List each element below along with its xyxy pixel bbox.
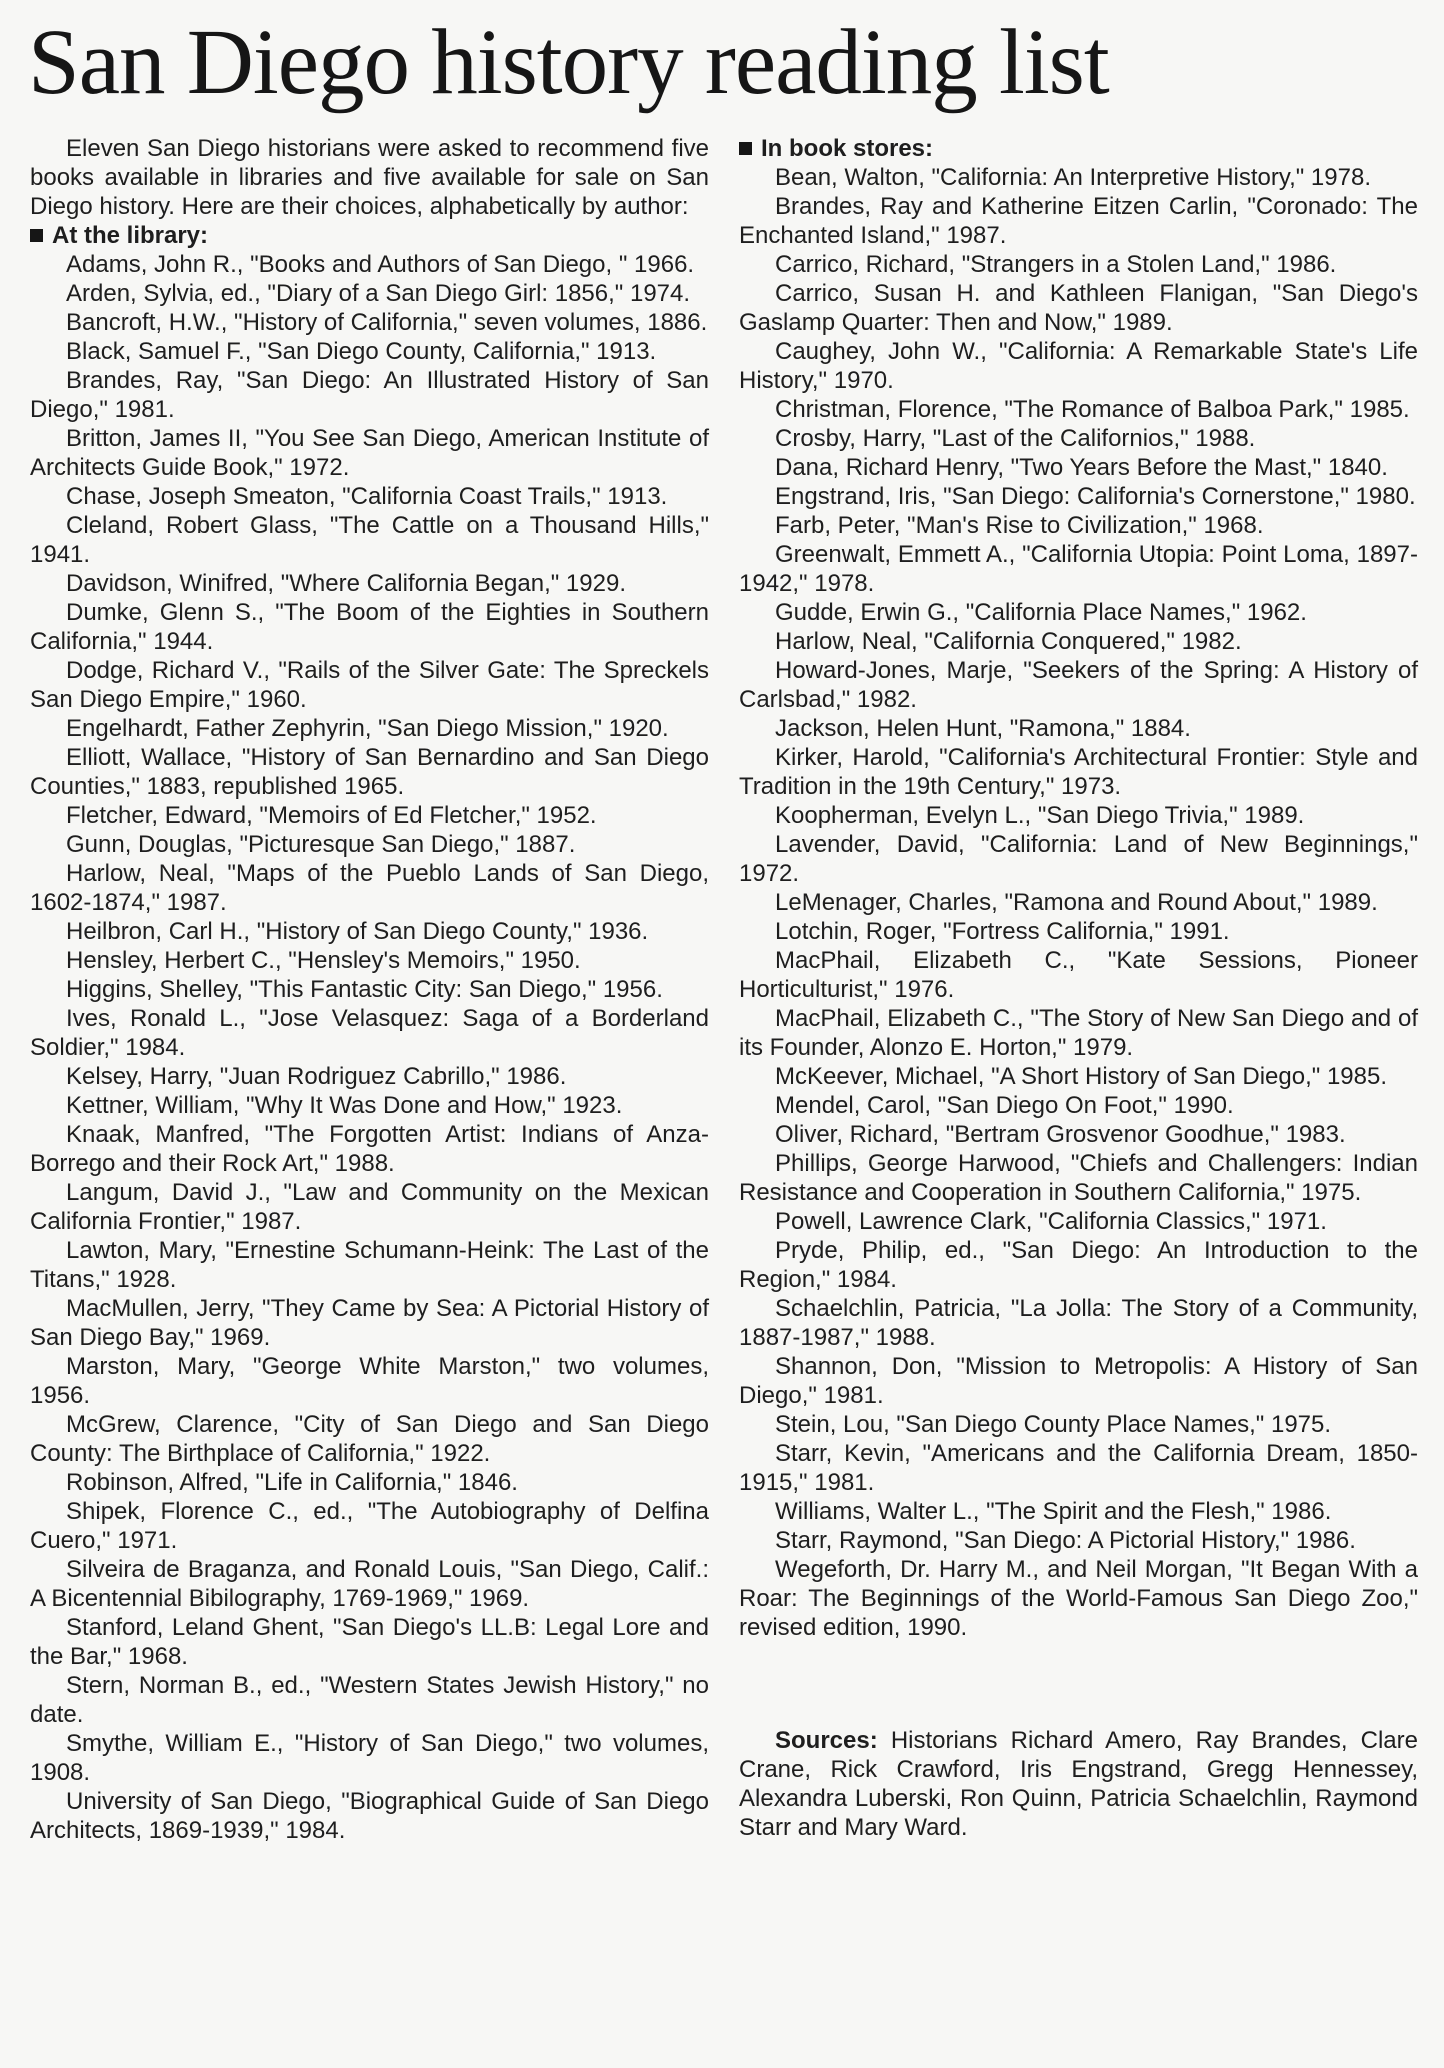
book-entry: Stanford, Leland Ghent, "San Diego's LL.B: Legal Lore and the Bar," 1968. [30, 1613, 709, 1670]
book-entry: Powell, Lawrence Clark, "California Classics," 1971. [775, 1207, 1327, 1235]
book-entry: Black, Samuel F., "San Diego County, California," 1913. [66, 337, 657, 365]
book-entry: Bean, Walton, "California: An Interpretive History," 1978. [775, 163, 1371, 191]
book-entry: Stern, Norman B., ed., "Western States Jewish History," no date. [30, 1671, 709, 1728]
intro-paragraph: Eleven San Diego historians were asked to recommend five books available in libraries and five available for sale on San Diego history. Here are their choices, alphabetically by author: [30, 134, 709, 220]
book-entry: Davidson, Winifred, "Where California Began," 1929. [66, 569, 626, 597]
book-entry: Engelhardt, Father Zephyrin, "San Diego Mission," 1920. [66, 714, 669, 742]
book-entry: Marston, Mary, "George White Marston," two volumes, 1956. [30, 1352, 709, 1409]
book-entry: McKeever, Michael, "A Short History of San Diego," 1985. [775, 1062, 1387, 1090]
book-entry: Brandes, Ray and Katherine Eitzen Carlin, "Coronado: The Enchanted Island," 1987. [739, 192, 1418, 249]
book-entry: Heilbron, Carl H., "History of San Diego County," 1936. [66, 917, 649, 945]
right-column [739, 134, 1418, 1845]
book-entry: Lotchin, Roger, "Fortress California," 1991. [775, 917, 1230, 945]
book-entry: Hensley, Herbert C., "Hensley's Memoirs," 1950. [66, 946, 581, 974]
book-entry: Phillips, George Harwood, "Chiefs and Challengers: Indian Resistance and Cooperation in Southern California," 1975. [739, 1149, 1418, 1206]
sources-label: Sources: [775, 1726, 878, 1754]
book-entry: Langum, David J., "Law and Community on the Mexican California Frontier," 1987. [30, 1178, 709, 1235]
sources-text: Historians Richard Amero, Ray Brandes, Clare Crane, Rick Crawford, Iris Engstrand, Gregg Hennessey, Alexandra Luberski, Ron Quinn, Patricia Schaelchlin, Raymond Starr and Mary Ward. [739, 1726, 1418, 1841]
book-entry: Pryde, Philip, ed., "San Diego: An Introduction to the Region," 1984. [739, 1236, 1418, 1293]
book-entry: Elliott, Wallace, "History of San Bernardino and San Diego Counties," 1883, republished 1965. [30, 743, 709, 800]
book-entry: Chase, Joseph Smeaton, "California Coast Trails," 1913. [66, 482, 668, 510]
book-entry: Christman, Florence, "The Romance of Balboa Park," 1985. [775, 395, 1410, 423]
book-entry: Higgins, Shelley, "This Fantastic City: San Diego," 1956. [66, 975, 663, 1003]
book-entry: Schaelchlin, Patricia, "La Jolla: The Story of a Community, 1887-1987," 1988. [739, 1294, 1418, 1351]
book-entry: Jackson, Helen Hunt, "Ramona," 1884. [775, 714, 1191, 742]
book-entry: Cleland, Robert Glass, "The Cattle on a Thousand Hills," 1941. [30, 511, 709, 568]
book-entry: Shipek, Florence C., ed., "The Autobiography of Delfina Cuero," 1971. [30, 1497, 709, 1554]
book-entry: MacPhail, Elizabeth C., "Kate Sessions, Pioneer Horticulturist," 1976. [739, 946, 1418, 1003]
book-entry: Knaak, Manfred, "The Forgotten Artist: Indians of Anza-Borrego and their Rock Art," 1988. [30, 1120, 709, 1177]
book-entry: Williams, Walter L., "The Spirit and the Flesh," 1986. [775, 1497, 1332, 1525]
book-entry: Gudde, Erwin G., "California Place Names," 1962. [775, 598, 1307, 626]
book-entry: Farb, Peter, "Man's Rise to Civilization," 1968. [775, 511, 1264, 539]
book-entry: Starr, Kevin, "Americans and the California Dream, 1850-1915," 1981. [739, 1439, 1418, 1496]
book-entry: Carrico, Susan H. and Kathleen Flanigan, "San Diego's Gaslamp Quarter: Then and Now," 1989. [739, 279, 1418, 336]
book-entry: LeMenager, Charles, "Ramona and Round About," 1989. [775, 888, 1378, 916]
book-entry: Lawton, Mary, "Ernestine Schumann-Heink: The Last of the Titans," 1928. [30, 1236, 709, 1293]
left-column [30, 134, 709, 1845]
book-entry: Smythe, William E., "History of San Diego," two volumes, 1908. [30, 1729, 709, 1786]
bookstores-heading-label: In book stores: [761, 134, 934, 162]
book-entry: Caughey, John W., "California: A Remarkable State's Life History," 1970. [739, 337, 1418, 394]
book-entry: Bancroft, H.W., "History of California," seven volumes, 1886. [66, 308, 708, 336]
book-entry: Mendel, Carol, "San Diego On Foot," 1990. [775, 1091, 1234, 1119]
sources-paragraph [739, 1726, 1418, 1842]
book-entry: Starr, Raymond, "San Diego: A Pictorial History," 1986. [775, 1526, 1356, 1554]
book-entry: Gunn, Douglas, "Picturesque San Diego," 1887. [66, 830, 576, 858]
book-entry: Britton, James II, "You See San Diego, American Institute of Architects Guide Book," 1972. [30, 424, 709, 481]
article-columns [0, 130, 1444, 1871]
book-entry: Kirker, Harold, "California's Architectural Frontier: Style and Tradition in the 19th Century," 1973. [739, 743, 1418, 800]
book-entry: Stein, Lou, "San Diego County Place Names," 1975. [775, 1410, 1332, 1438]
book-entry: Dodge, Richard V., "Rails of the Silver Gate: The Spreckels San Diego Empire," 1960. [30, 656, 709, 713]
book-entry: Oliver, Richard, "Bertram Grosvenor Goodhue," 1983. [775, 1120, 1346, 1148]
book-entry: Wegeforth, Dr. Harry M., and Neil Morgan, "It Began With a Roar: The Beginnings of the World-Famous San Diego Zoo," revised edition, 1990. [739, 1555, 1418, 1641]
book-entry: Howard-Jones, Marje, "Seekers of the Spring: A History of Carlsbad," 1982. [739, 656, 1418, 713]
book-entry: Silveira de Braganza, and Ronald Louis, "San Diego, Calif.: A Bicentennial Bibilography, 1769-1969," 1969. [30, 1555, 709, 1612]
book-entry: Brandes, Ray, "San Diego: An Illustrated History of San Diego," 1981. [30, 366, 709, 423]
book-entry: Lavender, David, "California: Land of New Beginnings," 1972. [739, 830, 1418, 887]
book-entry: McGrew, Clarence, "City of San Diego and San Diego County: The Birthplace of California," 1922. [30, 1410, 709, 1467]
book-entry: Fletcher, Edward, "Memoirs of Ed Fletcher," 1952. [66, 801, 597, 829]
book-entry: University of San Diego, "Biographical Guide of San Diego Architects, 1869-1939," 1984. [30, 1787, 709, 1844]
book-entry: Dumke, Glenn S., "The Boom of the Eighties in Southern California," 1944. [30, 598, 709, 655]
book-entry: Adams, John R., "Books and Authors of San Diego, " 1966. [66, 250, 695, 278]
book-entry: Ives, Ronald L., "Jose Velasquez: Saga of a Borderland Soldier," 1984. [30, 1004, 709, 1061]
book-entry: Kettner, William, "Why It Was Done and How," 1923. [66, 1091, 623, 1119]
book-entry: Harlow, Neal, "Maps of the Pueblo Lands of San Diego, 1602-1874," 1987. [30, 859, 709, 916]
library-heading-label: At the library: [52, 221, 209, 249]
square-bullet-icon [739, 142, 752, 155]
book-entry: Kelsey, Harry, "Juan Rodriguez Cabrillo," 1986. [66, 1062, 567, 1090]
book-entry: MacPhail, Elizabeth C., "The Story of New San Diego and of its Founder, Alonzo E. Horton," 1979. [739, 1004, 1418, 1061]
square-bullet-icon [30, 229, 43, 242]
book-entry: Harlow, Neal, "California Conquered," 1982. [775, 627, 1242, 655]
bookstores-section-heading [739, 134, 1418, 163]
page-title: San Diego history reading list [28, 11, 1109, 114]
book-entry: MacMullen, Jerry, "They Came by Sea: A Pictorial History of San Diego Bay," 1969. [30, 1294, 709, 1351]
book-entry: Dana, Richard Henry, "Two Years Before the Mast," 1840. [775, 453, 1388, 481]
book-entry: Robinson, Alfred, "Life in California," 1846. [66, 1468, 518, 1496]
book-entry: Greenwalt, Emmett A., "California Utopia: Point Loma, 1897-1942," 1978. [739, 540, 1418, 597]
book-entry: Koopherman, Evelyn L., "San Diego Trivia," 1989. [775, 801, 1305, 829]
book-entry: Shannon, Don, "Mission to Metropolis: A History of San Diego," 1981. [739, 1352, 1418, 1409]
book-entry: Crosby, Harry, "Last of the Californios," 1988. [775, 424, 1256, 452]
book-entry: Engstrand, Iris, "San Diego: California's Cornerstone," 1980. [775, 482, 1416, 510]
library-entries [30, 250, 709, 1845]
book-entry: Arden, Sylvia, ed., "Diary of a San Diego Girl: 1856," 1974. [66, 279, 691, 307]
library-section-heading [30, 221, 709, 250]
book-entry: Carrico, Richard, "Strangers in a Stolen Land," 1986. [775, 250, 1337, 278]
bookstore-entries [739, 163, 1418, 1642]
